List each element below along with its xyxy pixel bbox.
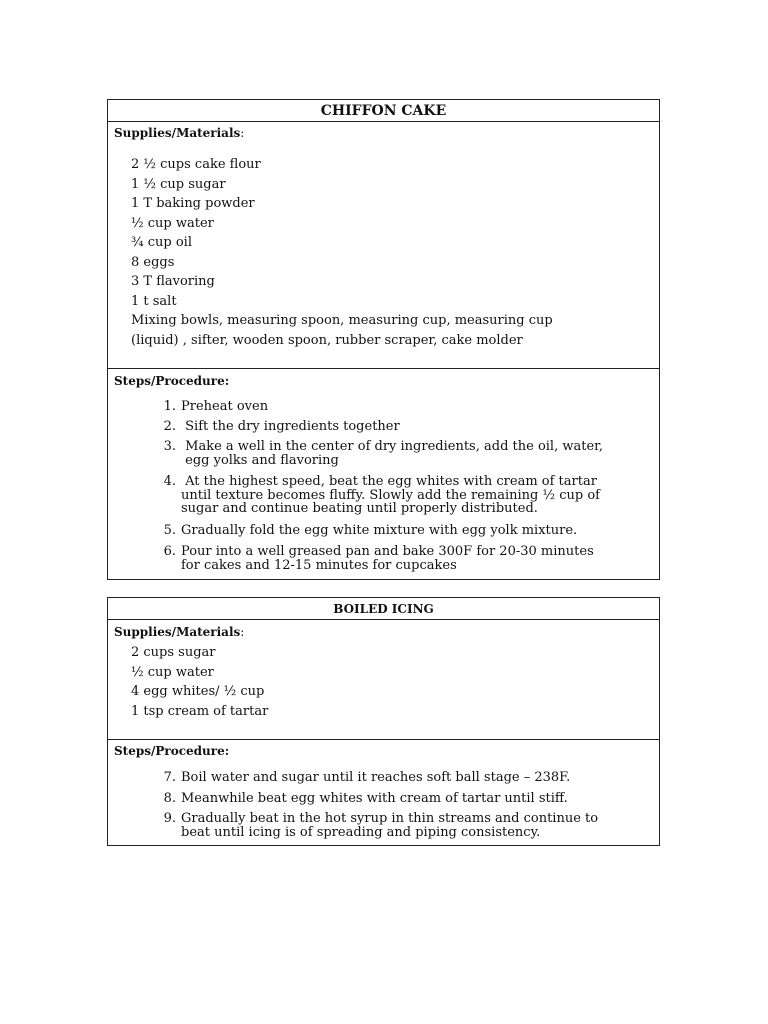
supply-item: 1 T baking powder — [131, 196, 255, 211]
supply-item: 1 ½ cup sugar — [131, 177, 226, 192]
step-number: 4. — [163, 474, 176, 489]
supply-item: 2 ½ cups cake flour — [131, 157, 261, 172]
supply-item: ½ cup water — [131, 665, 214, 680]
supply-item: 8 eggs — [131, 255, 175, 270]
supply-item: ¾ cup oil — [131, 235, 192, 250]
steps-label: Steps/Procedure: — [114, 374, 230, 388]
step-text: Make a well in the center of dry ingredients, add the oil, water, egg yolks and flavoring — [185, 439, 604, 468]
supply-item: 3 T flavoring — [131, 274, 215, 289]
boiled-icing-title: BOILED ICING — [108, 598, 659, 620]
supply-item: 1 t salt — [131, 294, 177, 309]
supply-item: 4 egg whites/ ½ cup — [131, 684, 265, 699]
step-number: 2. — [163, 419, 176, 434]
supplies-label: Supplies/Materials: — [114, 625, 245, 639]
step-text: Gradually beat in the hot syrup in thin streams and continue to beat until icing is of spreading and piping consistency. — [181, 811, 599, 840]
step-number: 3. — [163, 439, 176, 454]
boiled-icing-table — [107, 597, 660, 846]
step-text: Preheat oven — [181, 399, 269, 414]
step-text: Sift the dry ingredients together — [181, 419, 400, 434]
step-number: 1. — [163, 399, 176, 414]
supply-item: (liquid) , sifter, wooden spoon, rubber scraper, cake molder — [131, 333, 523, 348]
steps-label: Steps/Procedure: — [114, 744, 230, 758]
step-text: At the highest speed, beat the egg whites with cream of tartar until texture becomes fluffy. Slowly add the remaining ½ cup of sugar and continue beating until properly distributed. — [181, 474, 600, 516]
supply-item: Mixing bowls, measuring spoon, measuring cup, measuring cup — [131, 313, 553, 328]
step-number: 9. — [163, 811, 176, 826]
step-number: 5. — [163, 523, 176, 538]
chiffon-cake-title: CHIFFON CAKE — [108, 100, 659, 122]
step-number: 8. — [163, 791, 176, 806]
step-text: Meanwhile beat egg whites with cream of tartar until stiff. — [181, 791, 568, 806]
icing-supplies-section — [108, 620, 659, 739]
step-text: Boil water and sugar until it reaches soft ball stage – 238F. — [181, 770, 571, 785]
step-text: Gradually fold the egg white mixture with egg yolk mixture. — [181, 523, 578, 538]
supplies-label: Supplies/Materials: — [114, 126, 245, 140]
supply-item: 2 cups sugar — [131, 645, 216, 660]
step-text: Pour into a well greased pan and bake 300F for 20-30 minutes for cakes and 12-15 minutes for cupcakes — [181, 544, 594, 573]
chiffon-steps-section — [108, 368, 659, 579]
step-number: 6. — [163, 544, 176, 559]
step-number: 7. — [163, 770, 176, 785]
supply-item: ½ cup water — [131, 216, 214, 231]
chiffon-supplies-section — [108, 122, 659, 368]
supply-item: 1 tsp cream of tartar — [131, 704, 269, 719]
chiffon-cake-table — [107, 99, 660, 580]
icing-steps-section — [108, 739, 659, 845]
